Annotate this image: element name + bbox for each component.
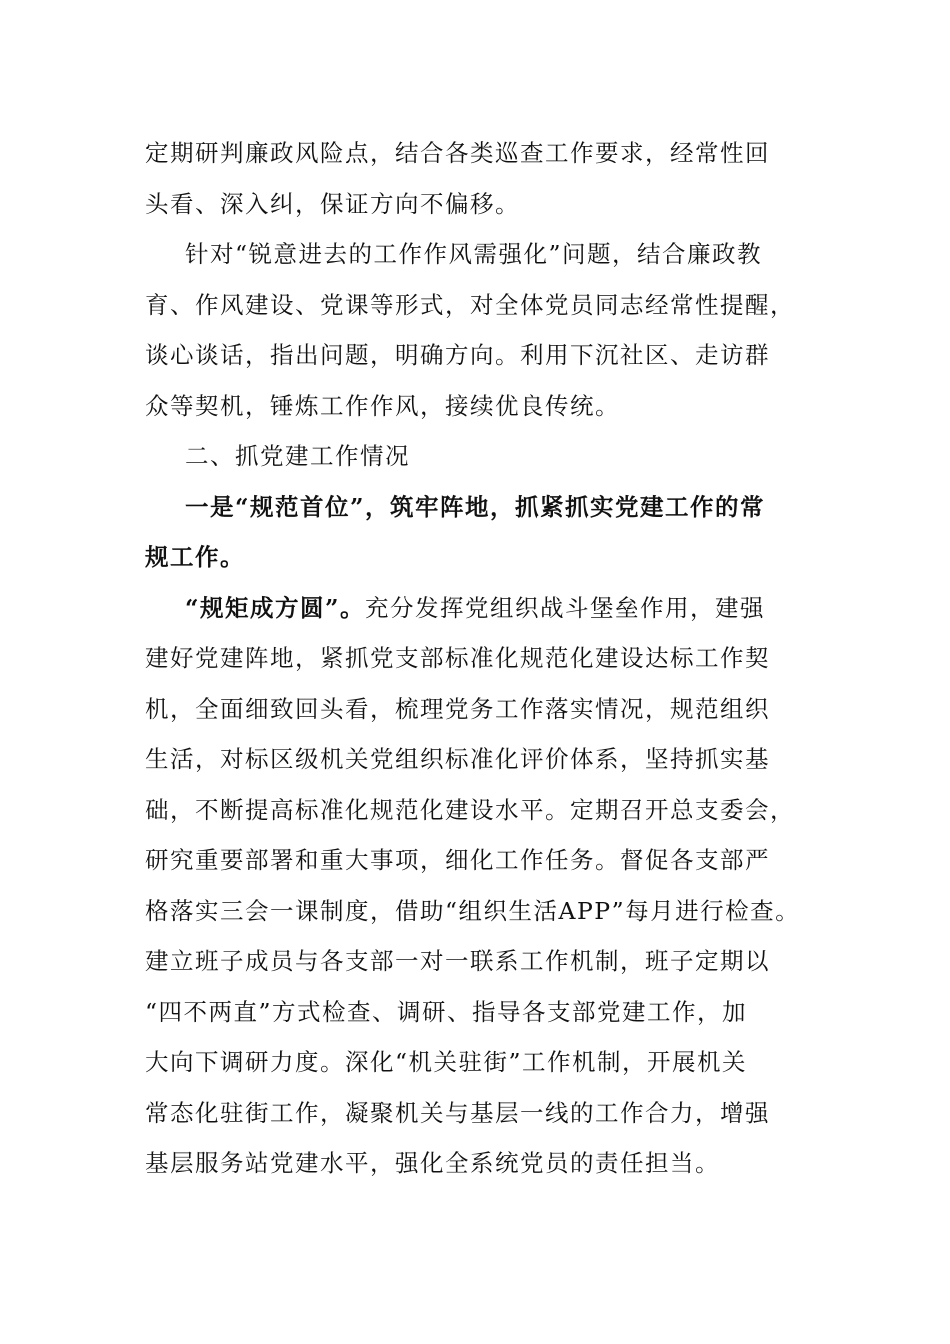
paragraph-line: 基层服务站党建水平，强化全系统党员的责任担当。 <box>145 1149 720 1177</box>
paragraph-line: 生活，对标区级机关党组织标准化评价体系，坚持抓实基 <box>145 745 770 773</box>
document-body <box>145 128 815 1189</box>
paragraph-line: 常态化驻街工作，凝聚机关与基层一线的工作合力，增强 <box>145 1098 770 1127</box>
subheading-line: 一是“规范首位”，筑牢阵地，抓紧抓实党建工作的常 <box>185 492 766 521</box>
paragraph-line: 大向下调研力度。深化“机关驻街”工作机制，开展机关 <box>145 1048 748 1076</box>
paragraph-line: 建立班子成员与各支部一对一联系工作机制，班子定期以 <box>145 947 770 975</box>
paragraph-line: 谈心谈话，指出问题，明确方向。利用下沉社区、走访群 <box>145 341 770 369</box>
paragraph-line: “四不两直”方式检查、调研、指导各支部党建工作，加 <box>145 997 748 1026</box>
section-heading: 二、抓党建工作情况 <box>185 442 410 470</box>
paragraph-line-with-lead <box>145 583 815 634</box>
paragraph-line: 建好党建阵地，紧抓党支部标准化规范化建设达标工作契 <box>145 644 770 672</box>
paragraph-line: 础，不断提高标准化规范化建设水平。定期召开总支委会， <box>145 795 795 824</box>
paragraph-line: 头看、深入纠，保证方向不偏移。 <box>145 189 520 218</box>
paragraph-line: 针对“锐意进去的工作作风需强化”问题，结合廉政教 <box>185 240 763 268</box>
paragraph-lead: “规矩成方圆”。 <box>185 593 366 622</box>
paragraph-line-rest: 充分发挥党组织战斗堡垒作用，建强 <box>365 593 766 622</box>
subheading-line: 规工作。 <box>145 543 245 571</box>
paragraph-line: 定期研判廉政风险点，结合各类巡查工作要求，经常性回 <box>145 139 770 167</box>
paragraph-line: 机，全面细致回头看，梳理党务工作落实情况，规范组织 <box>145 694 770 723</box>
paragraph-line: 众等契机，锤炼工作作风，接续优良传统。 <box>145 391 620 420</box>
paragraph-line: 研究重要部署和重大事项，细化工作任务。督促各支部严 <box>145 846 770 874</box>
paragraph-line: 格落实三会一课制度，借助“组织生活APP”每月进行检查。 <box>145 896 801 925</box>
paragraph-line: 育、作风建设、党课等形式，对全体党员同志经常性提醒， <box>145 290 795 319</box>
